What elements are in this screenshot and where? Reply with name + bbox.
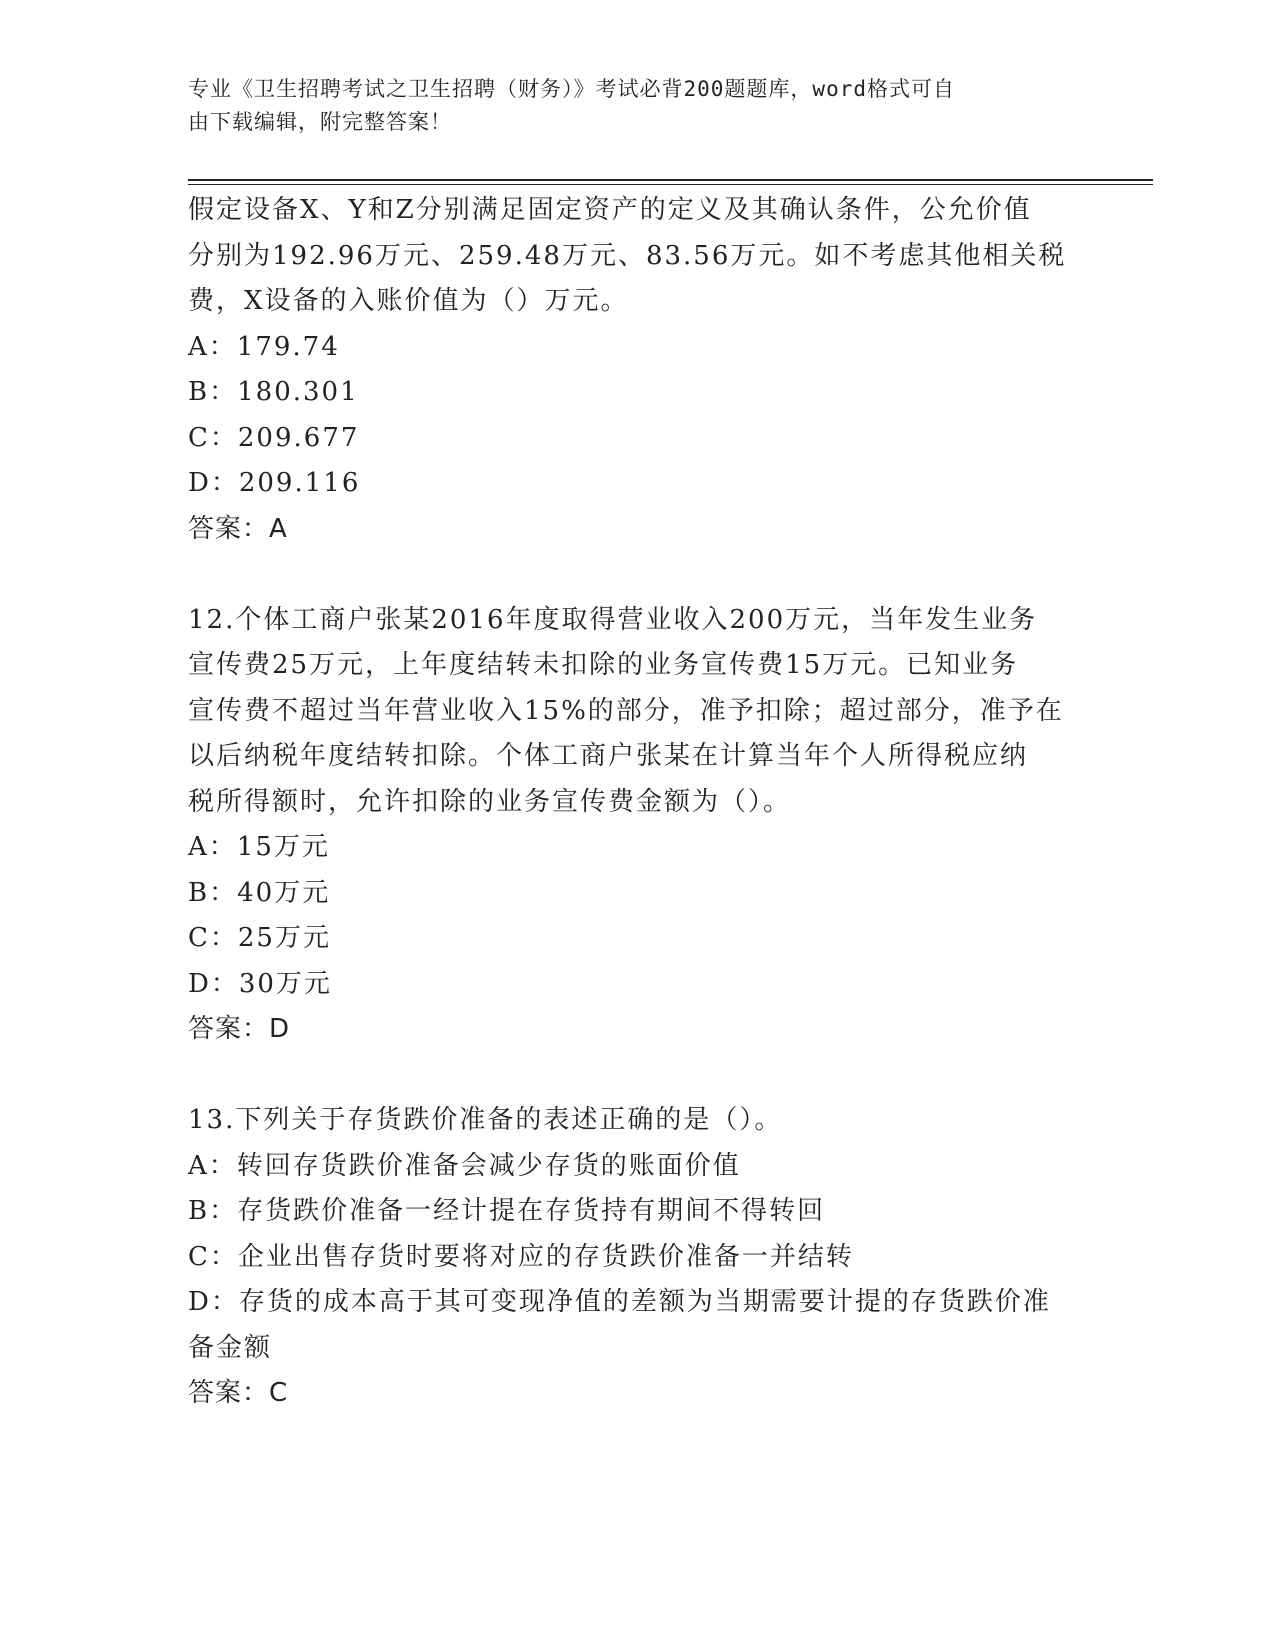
question-stem-line: 费，X设备的入账价值为（）万元。 [188, 286, 629, 316]
question-block [188, 188, 1088, 552]
option-d-continued: 备金额 [188, 1332, 273, 1363]
answer-text: 答案：C [188, 1378, 289, 1408]
header-divider-thick [188, 179, 1153, 181]
header-line: 专业《卫生招聘考试之卫生招聘（财务）》考试必背200题题库，word格式可自 [188, 77, 955, 101]
question-block [188, 1098, 1088, 1417]
question-stem-line: 宣传费不超过当年营业收入15%的部分，准予扣除；超过部分，准予在 [188, 695, 1064, 726]
question-spacer [188, 1053, 1088, 1099]
question-stem-line: 12.个体工商户张某2016年度取得营业收入200万元，当年发生业务 [188, 604, 1038, 635]
question-block [188, 598, 1088, 1053]
option-a: A：179.74 [188, 331, 340, 362]
question-stem-line: 税所得额时，允许扣除的业务宣传费金额为（）。 [188, 786, 792, 817]
answer-text: 答案：A [188, 513, 288, 544]
option-b: B：存货跌价准备一经计提在存货持有期间不得转回 [188, 1196, 826, 1226]
option-b: B：40万元 [188, 877, 331, 908]
option-c: C：25万元 [188, 923, 331, 953]
header-divider-thin [188, 184, 1153, 185]
question-stem-line: 分别为192.96万元、259.48万元、83.56万元。如不考虑其他相关税 [188, 240, 1067, 271]
question-stem-line: 以后纳税年度结转扣除。个体工商户张某在计算当年个人所得税应纳 [188, 741, 1029, 771]
header-line: 由下载编辑，附完整答案！ [188, 110, 452, 134]
option-d: D：209.116 [188, 468, 361, 498]
option-d: D：存货的成本高于其可变现净值的差额为当期需要计提的存货跌价准 [188, 1287, 1051, 1317]
answer-text: 答案：D [188, 1014, 291, 1044]
question-list [188, 188, 1088, 1417]
question-spacer [188, 552, 1088, 598]
document-header [188, 73, 1088, 139]
option-a: A：转回存货跌价准备会减少存货的账面价值 [188, 1150, 741, 1181]
option-d: D：30万元 [188, 968, 332, 999]
option-b: B：180.301 [188, 377, 359, 407]
question-stem-line: 13.下列关于存货跌价准备的表述正确的是（）。 [188, 1105, 783, 1135]
question-stem-line: 假定设备X、Y和Z分别满足固定资产的定义及其确认条件，公允价值 [188, 195, 1032, 225]
option-c: C：企业出售存货时要将对应的存货跌价准备一并结转 [188, 1241, 854, 1272]
question-stem-line: 宣传费25万元，上年度结转未扣除的业务宣传费15万元。已知业务 [188, 650, 1019, 680]
option-a: A：15万元 [188, 832, 330, 862]
option-c: C：209.677 [188, 422, 360, 453]
